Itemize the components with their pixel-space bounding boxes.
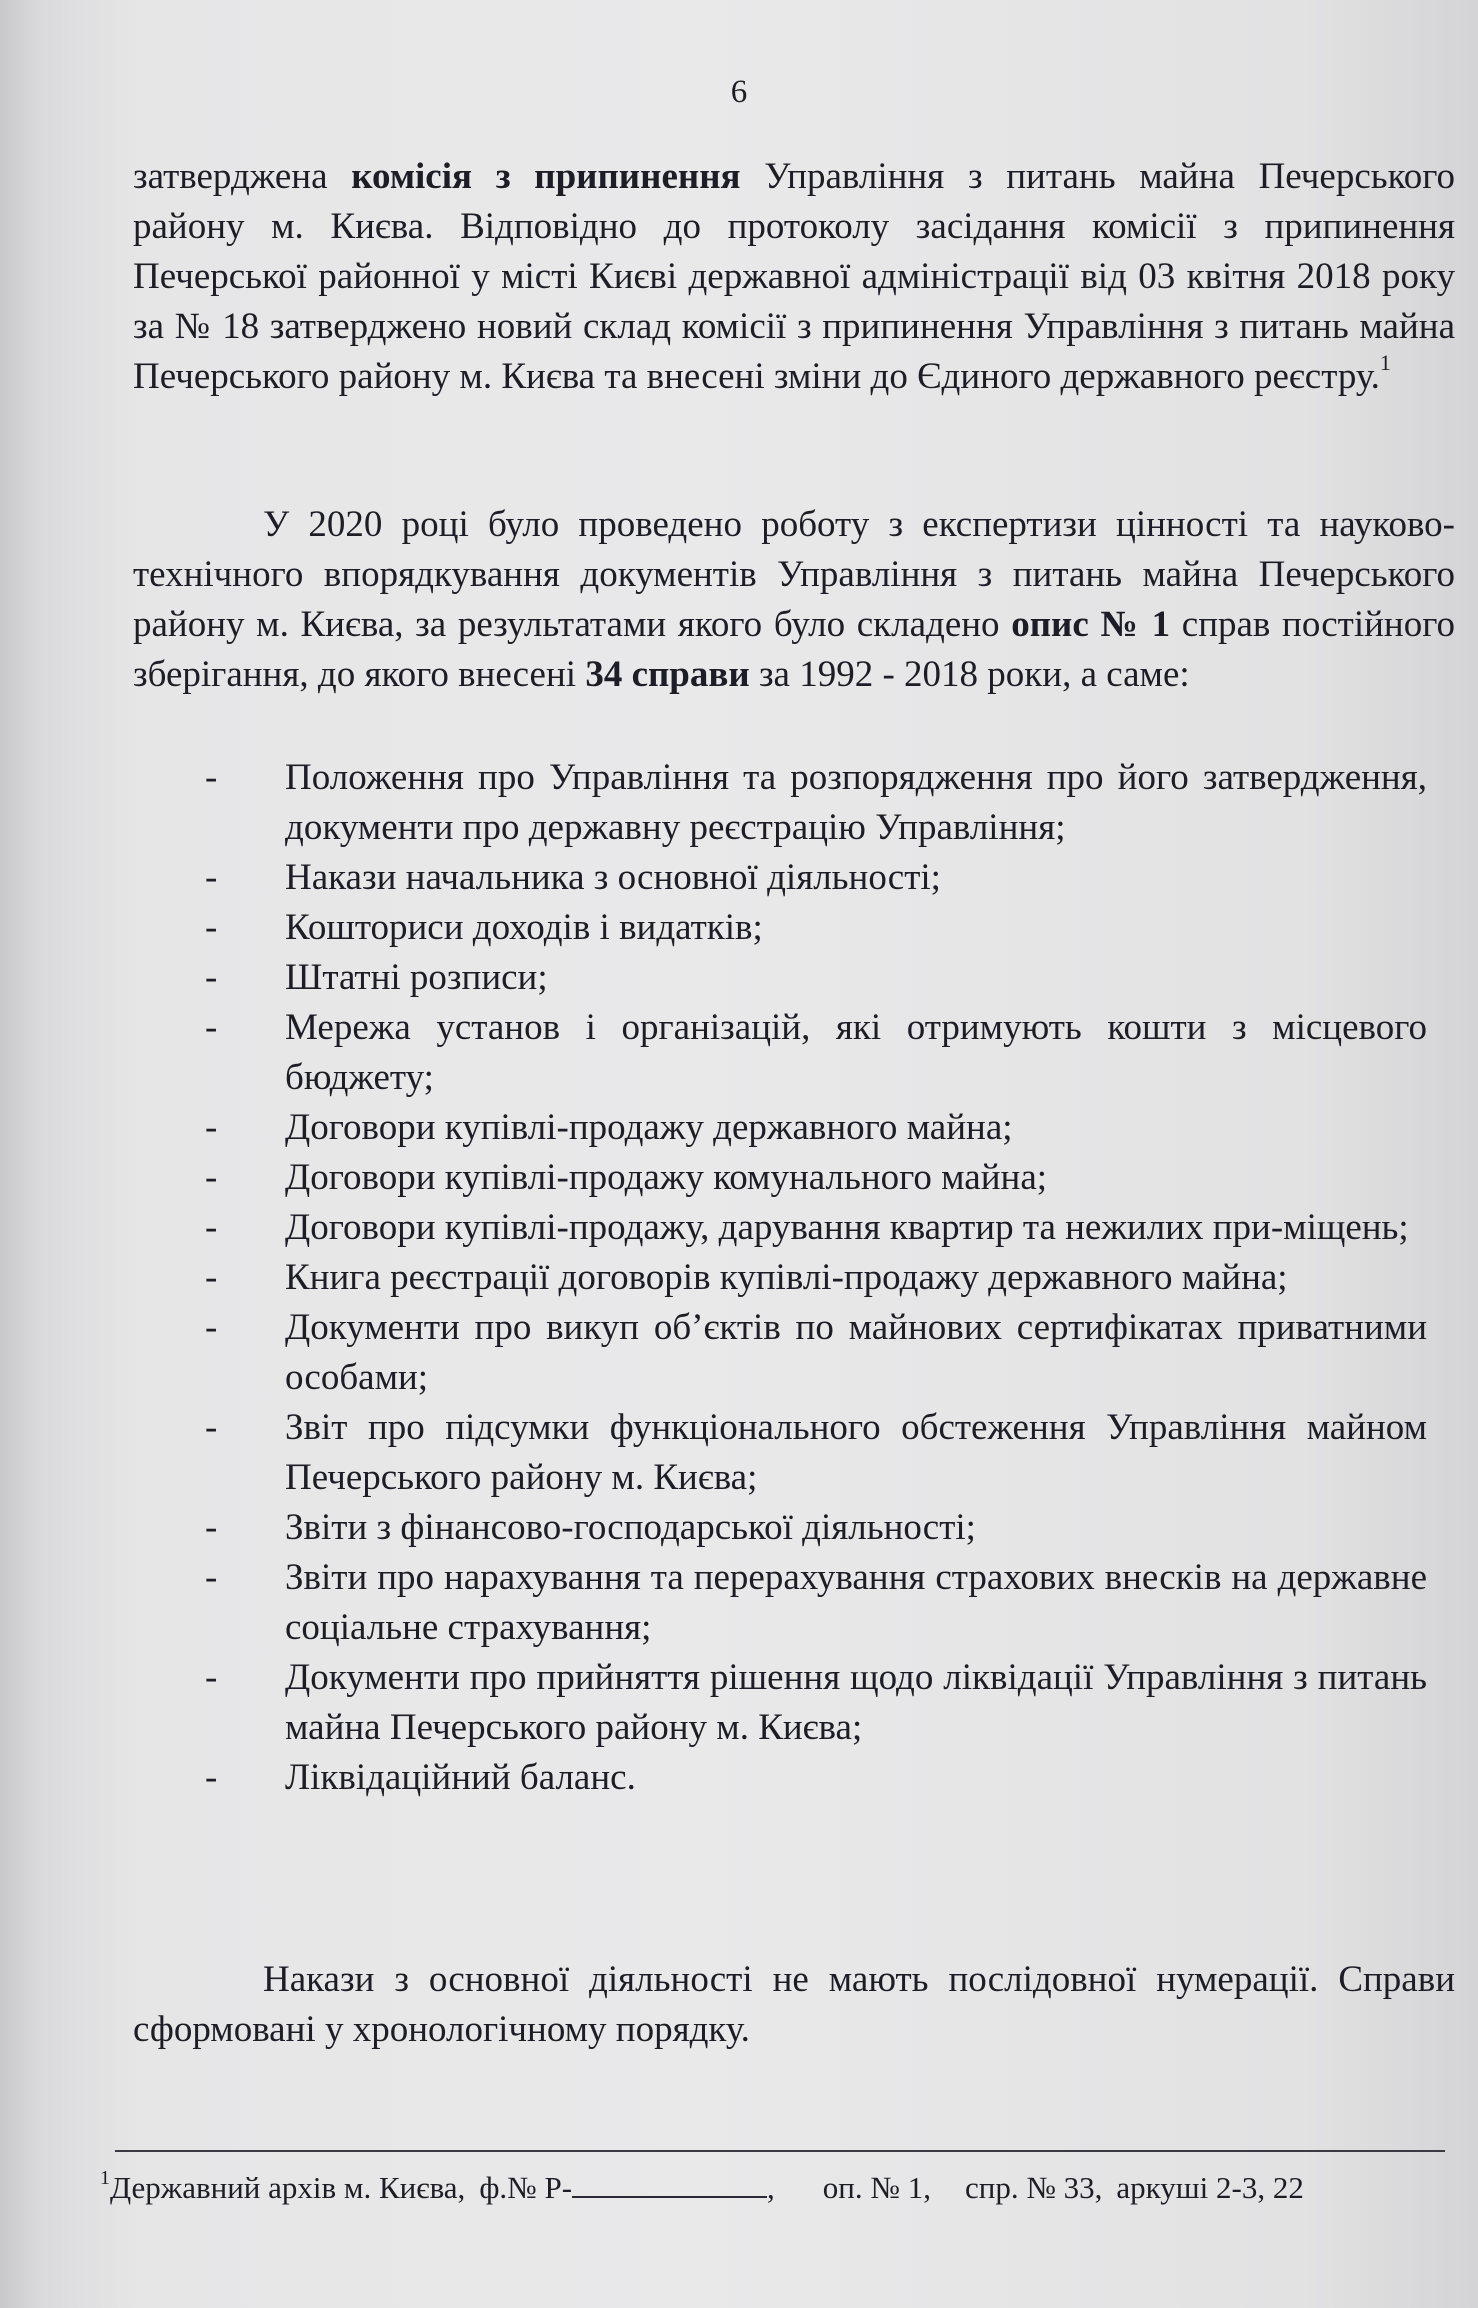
list-item: [205, 1753, 1427, 1803]
list-item: [205, 1303, 1427, 1403]
list-dash: -: [205, 1207, 218, 1248]
list-item-text: Документи про викуп об’єктів по майнових сертифікатах приватними особами;: [285, 1307, 1427, 1398]
list-item-text: Накази начальника з основної діяльності;: [285, 857, 941, 898]
list-item: [205, 953, 1427, 1003]
bold-phrase: комісія з припинення: [351, 156, 741, 197]
paragraph-text: У 2020 році було проведено роботу з експертизи цінності та науково-технічного впорядкування документів Управління з питань майна Печерського району м. Києва, за результатами якого було складено: [133, 504, 1455, 645]
footnote-opys: оп. № 1,: [822, 2170, 931, 2205]
list-dash: -: [205, 1657, 218, 1698]
paragraph-text: за 1992 - 2018 роки, а саме:: [749, 654, 1190, 695]
list-item: [205, 853, 1427, 903]
bold-phrase: опис № 1: [1011, 604, 1171, 645]
list-dash: -: [205, 1507, 218, 1548]
page-number: 6: [730, 74, 748, 110]
footnote-fond: ф.№ Р-: [479, 2170, 573, 2205]
list-dash: -: [205, 907, 218, 948]
paragraph-text: Накази з основної діяльності не мають послідовної нумерації. Справи сформовані у хронологічному порядку.: [133, 1959, 1455, 2050]
list-item: [205, 1153, 1427, 1203]
list-item-text: Звіт про підсумки функціонального обстеження Управління майном Печерського району м. Києва;: [285, 1407, 1427, 1498]
list-item-text: Договори купівлі-продажу, дарування квартир та нежилих при-міщень;: [285, 1207, 1409, 1248]
paragraph-orders: [133, 1955, 1455, 2055]
list-dash: -: [205, 1157, 218, 1198]
list-dash: -: [205, 1007, 218, 1048]
list-item-text: Кошториси доходів і видатків;: [285, 907, 763, 948]
list-item-text: Звіти з фінансово-господарської діяльності;: [285, 1507, 976, 1548]
document-list: [205, 753, 1427, 1803]
list-dash: -: [205, 957, 218, 998]
list-dash: -: [205, 857, 218, 898]
list-item-text: Звіти про нарахування та перерахування страхових внесків на державне соціальне страхування;: [285, 1557, 1427, 1648]
list-dash: -: [205, 1407, 218, 1448]
list-dash: -: [205, 1107, 218, 1148]
list-item-text: Документи про прийняття рішення щодо ліквідації Управління з питань майна Печерського району м. Києва;: [285, 1657, 1427, 1748]
list-dash: -: [205, 757, 218, 798]
footnote-sprava: спр. № 33,: [964, 2170, 1103, 2205]
list-item-text: Договори купівлі-продажу державного майна;: [285, 1107, 1013, 1148]
list-dash: -: [205, 1557, 218, 1598]
list-item-text: Мережа установ і організацій, які отримують кошти з місцевого бюджету;: [285, 1007, 1427, 1098]
footnote-reference: 1: [1379, 350, 1391, 375]
list-item: [205, 1653, 1427, 1753]
footnote-archive: Державний архів м. Києва,: [110, 2170, 466, 2205]
paragraph-text: затверджена: [133, 156, 352, 197]
list-item: [205, 1003, 1427, 1103]
footnote-arkushi: аркуші 2-3, 22: [1116, 2170, 1304, 2205]
footnote: [100, 2168, 1460, 2208]
footnote-divider: [115, 2150, 1445, 2152]
bold-phrase: 34 справи: [585, 654, 750, 695]
list-item: [205, 753, 1427, 853]
list-item: [205, 903, 1427, 953]
list-item-text: Договори купівлі-продажу комунального майна;: [285, 1157, 1048, 1198]
paragraph-text: справ постійного зберігання, до якого внесені: [133, 604, 1455, 695]
paragraph-expertise: [133, 500, 1455, 700]
list-item: [205, 1503, 1427, 1553]
list-item-text: Положення про Управління та розпорядження про його затвердження, документи про державну реєстрацію Управління;: [285, 757, 1427, 848]
footnote-marker: 1: [100, 2167, 110, 2189]
paragraph-text: Управління з питань майна Печерського району м. Києва. Відповідно до протоколу засідання комісії з припинення Печерської районної у місті Києві державної адміністрації від 03 квітня 2018 року за № 18 затверджено новий склад комісії з припинення Управління з питань майна Печерського району м. Києва та внесені зміни до Єдиного державного реєстру.: [133, 156, 1455, 397]
list-item: [205, 1253, 1427, 1303]
list-item: [205, 1103, 1427, 1153]
list-item-text: Ліквідаційний баланс.: [285, 1757, 636, 1798]
list-dash: -: [205, 1757, 218, 1798]
fond-number-blank: [572, 2170, 767, 2198]
list-dash: -: [205, 1307, 218, 1348]
paragraph-commission: [133, 152, 1455, 402]
list-item-text: Книга реєстрації договорів купівлі-продажу державного майна;: [285, 1257, 1288, 1298]
list-item: [205, 1203, 1427, 1253]
list-dash: -: [205, 1257, 218, 1298]
list-item-text: Штатні розписи;: [285, 957, 548, 998]
list-item: [205, 1553, 1427, 1653]
list-item: [205, 1403, 1427, 1503]
footnote-fond-end: ,: [767, 2170, 775, 2205]
